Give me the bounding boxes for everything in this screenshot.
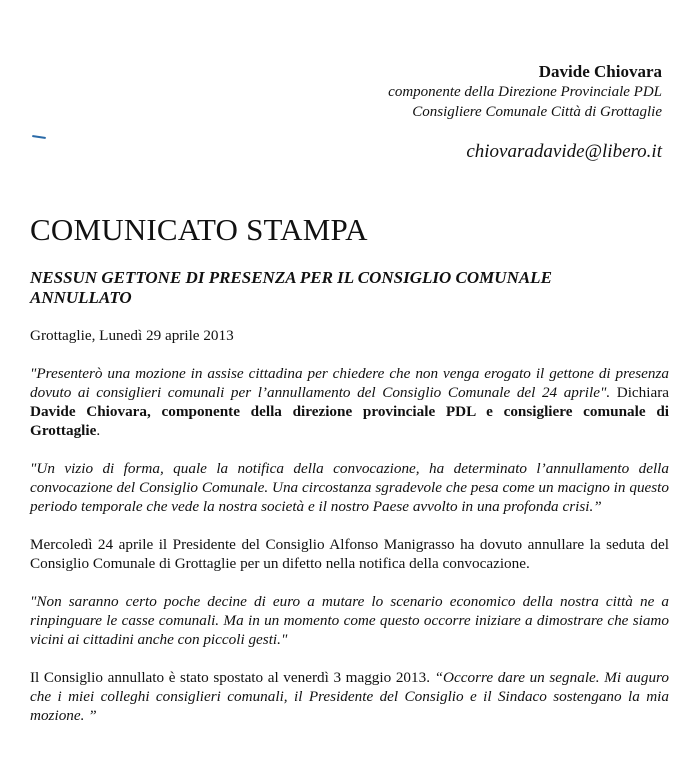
dateline: Grottaglie, Lunedì 29 aprile 2013 bbox=[30, 327, 234, 344]
letterhead bbox=[388, 62, 662, 122]
paragraph-3: Mercoledì 24 aprile il Presidente del Consiglio Alfonso Manigrasso ha dovuto annullare la seduta del Consiglio Comunale di Grottaglie per un difetto nella notifica della convocazione. bbox=[30, 536, 669, 572]
author-role-municipal: Consigliere Comunale Città di Grottaglie bbox=[412, 104, 662, 120]
paragraph-1 bbox=[30, 364, 669, 440]
paragraph-1-quote: "Presenterò una mozione in assise cittadina per chiedere che non venga erogato il gettone di presenza dovuto ai consiglieri comunali per l’annullamento del Consiglio Comunale del 24 aprile". bbox=[30, 365, 669, 401]
paragraph-1-lead: Dichiara bbox=[610, 384, 670, 401]
paragraph-2: "Un vizio di forma, quale la notifica della convocazione, ha determinato l’annullamento della convocazione del Consiglio Comunale. Una circostanza sgradevole che pesa come un macigno in questo periodo temporale che vede la nostra società e il nostro Paese avvolto in una profonda crisi.” bbox=[30, 460, 669, 515]
document-title: COMUNICATO STAMPA bbox=[30, 212, 368, 247]
paragraph-4: "Non saranno certo poche decine di euro a mutare lo scenario economico della nostra città ne a rinpinguare le casse comunali. Ma in un momento come questo occorre iniziare a dimostrare che siamo vicini ai cittadini anche con piccoli gesti." bbox=[30, 593, 669, 648]
body-text bbox=[30, 326, 669, 744]
paragraph-5 bbox=[30, 668, 669, 725]
paragraph-5-quote: “Occorre dare un segnale. Mi auguro che i miei colleghi consiglieri comunali, il Presidente del Consiglio e il Sindaco sostengano la mia mozione. ” bbox=[30, 669, 669, 724]
author-email: chiovaradavide@libero.it bbox=[466, 141, 662, 162]
author-name: Davide Chiovara bbox=[538, 62, 662, 81]
document-subtitle: NESSUN GETTONE DI PRESENZA PER IL CONSIGLIO COMUNALE ANNULLATO bbox=[30, 268, 552, 307]
decorative-mark bbox=[32, 135, 46, 139]
paragraph-5-text: Il Consiglio annullato è stato spostato al venerdì 3 maggio 2013. bbox=[30, 669, 435, 686]
paragraph-1-bold: Davide Chiovara, componente della direzione provinciale PDL e consigliere comunale di Grottaglie bbox=[30, 403, 669, 439]
paragraph-1-end: . bbox=[96, 422, 101, 439]
author-role-provincial: componente della Direzione Provinciale PDL bbox=[388, 84, 662, 100]
